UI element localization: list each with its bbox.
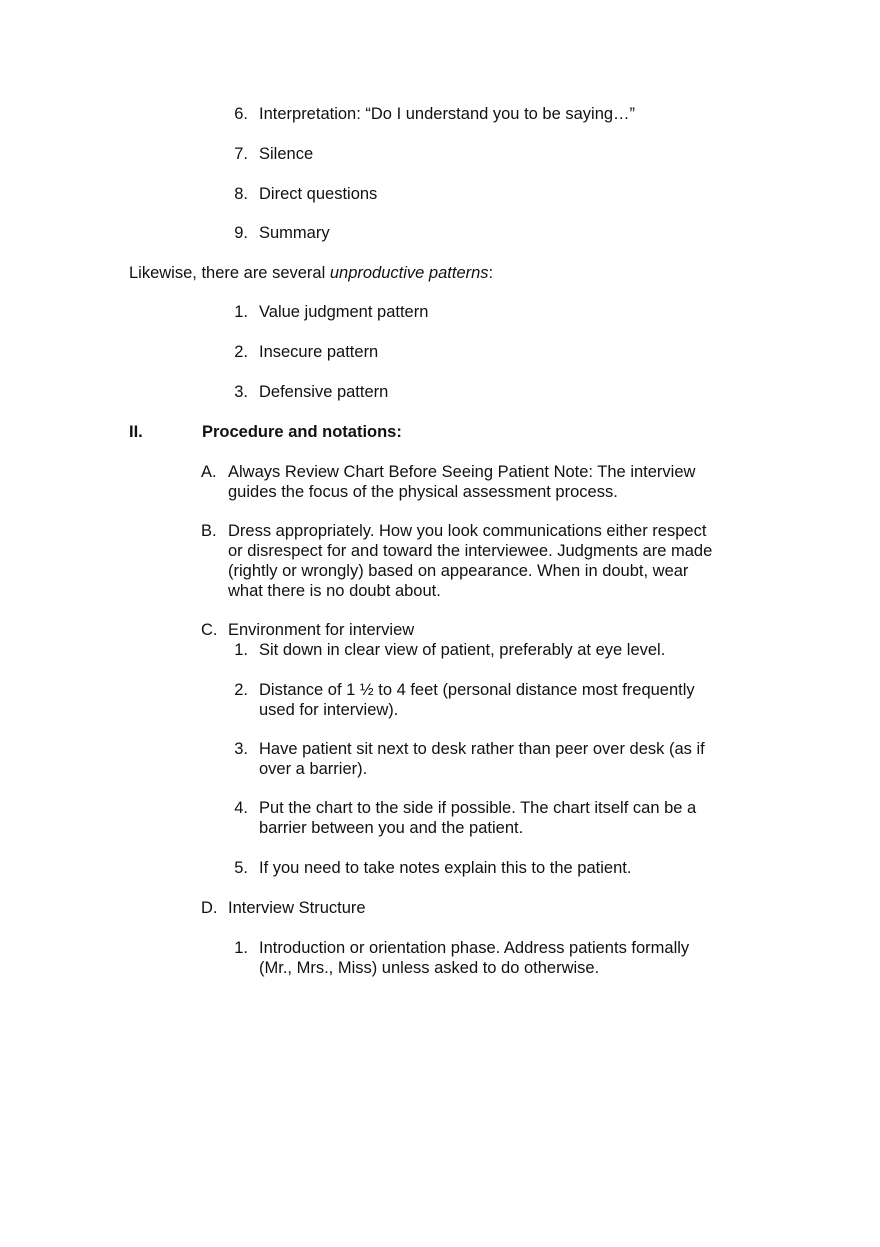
list-number: 1. (234, 303, 248, 321)
list-number: 3. (234, 740, 248, 758)
list-item-text: used for interview). (259, 701, 399, 719)
list-item-text: Distance of 1 ½ to 4 feet (personal distance most frequently (259, 681, 695, 699)
list-number: 8. (234, 185, 248, 203)
list-number: 7. (234, 145, 248, 163)
list-number: 1. (234, 641, 248, 659)
list-number: 2. (234, 681, 248, 699)
item-b-line: or disrespect for and toward the interviewee. Judgments are made (228, 542, 713, 560)
item-letter: C. (201, 621, 218, 639)
list-item-text: (Mr., Mrs., Miss) unless asked to do otherwise. (259, 959, 600, 977)
list-item-text: Introduction or orientation phase. Address patients formally (259, 939, 690, 957)
section-numeral: II. (129, 423, 143, 441)
list-item-text: Sit down in clear view of patient, preferably at eye level. (259, 641, 666, 659)
likewise-emphasis: unproductive patterns (329, 264, 489, 282)
list-number: 9. (234, 224, 248, 242)
likewise-suffix: : (488, 264, 494, 282)
item-d-title: Interview Structure (228, 899, 366, 917)
list-item-text: barrier between you and the patient. (259, 819, 524, 837)
item-a-line: guides the focus of the physical assessment process. (228, 483, 618, 501)
section-heading: Procedure and notations: (202, 423, 402, 441)
item-b-line: what there is no doubt about. (228, 582, 441, 600)
item-b-line: (rightly or wrongly) based on appearance. When in doubt, wear (228, 562, 689, 580)
likewise-prefix: Likewise, there are several (129, 264, 330, 282)
list-item-text: Interpretation: “Do I understand you to be saying…” (259, 105, 636, 123)
list-item-text: Direct questions (259, 185, 378, 203)
list-number: 6. (234, 105, 248, 123)
list-number: 1. (234, 939, 248, 957)
list-item-text: Have patient sit next to desk rather than peer over desk (as if (259, 740, 705, 758)
item-c-title: Environment for interview (228, 621, 415, 639)
list-item-text: If you need to take notes explain this to the patient. (259, 859, 632, 877)
list-item-text: Insecure pattern (259, 343, 379, 361)
list-item-text: over a barrier). (259, 760, 368, 778)
list-number: 3. (234, 383, 248, 401)
list-item-text: Put the chart to the side if possible. The chart itself can be a (259, 799, 697, 817)
likewise-paragraph (129, 263, 493, 283)
item-b-line: Dress appropriately. How you look communications either respect (228, 522, 707, 540)
item-a-line: Always Review Chart Before Seeing Patient Note: The interview (228, 463, 696, 481)
list-number: 4. (234, 799, 248, 817)
list-item-text: Silence (259, 145, 314, 163)
list-number: 5. (234, 859, 248, 877)
list-number: 2. (234, 343, 248, 361)
list-item-text: Value judgment pattern (259, 303, 429, 321)
item-letter: D. (201, 899, 218, 917)
list-item-text: Defensive pattern (259, 383, 389, 401)
item-letter: A. (201, 463, 217, 481)
list-item-text: Summary (259, 224, 330, 242)
item-letter: B. (201, 522, 217, 540)
